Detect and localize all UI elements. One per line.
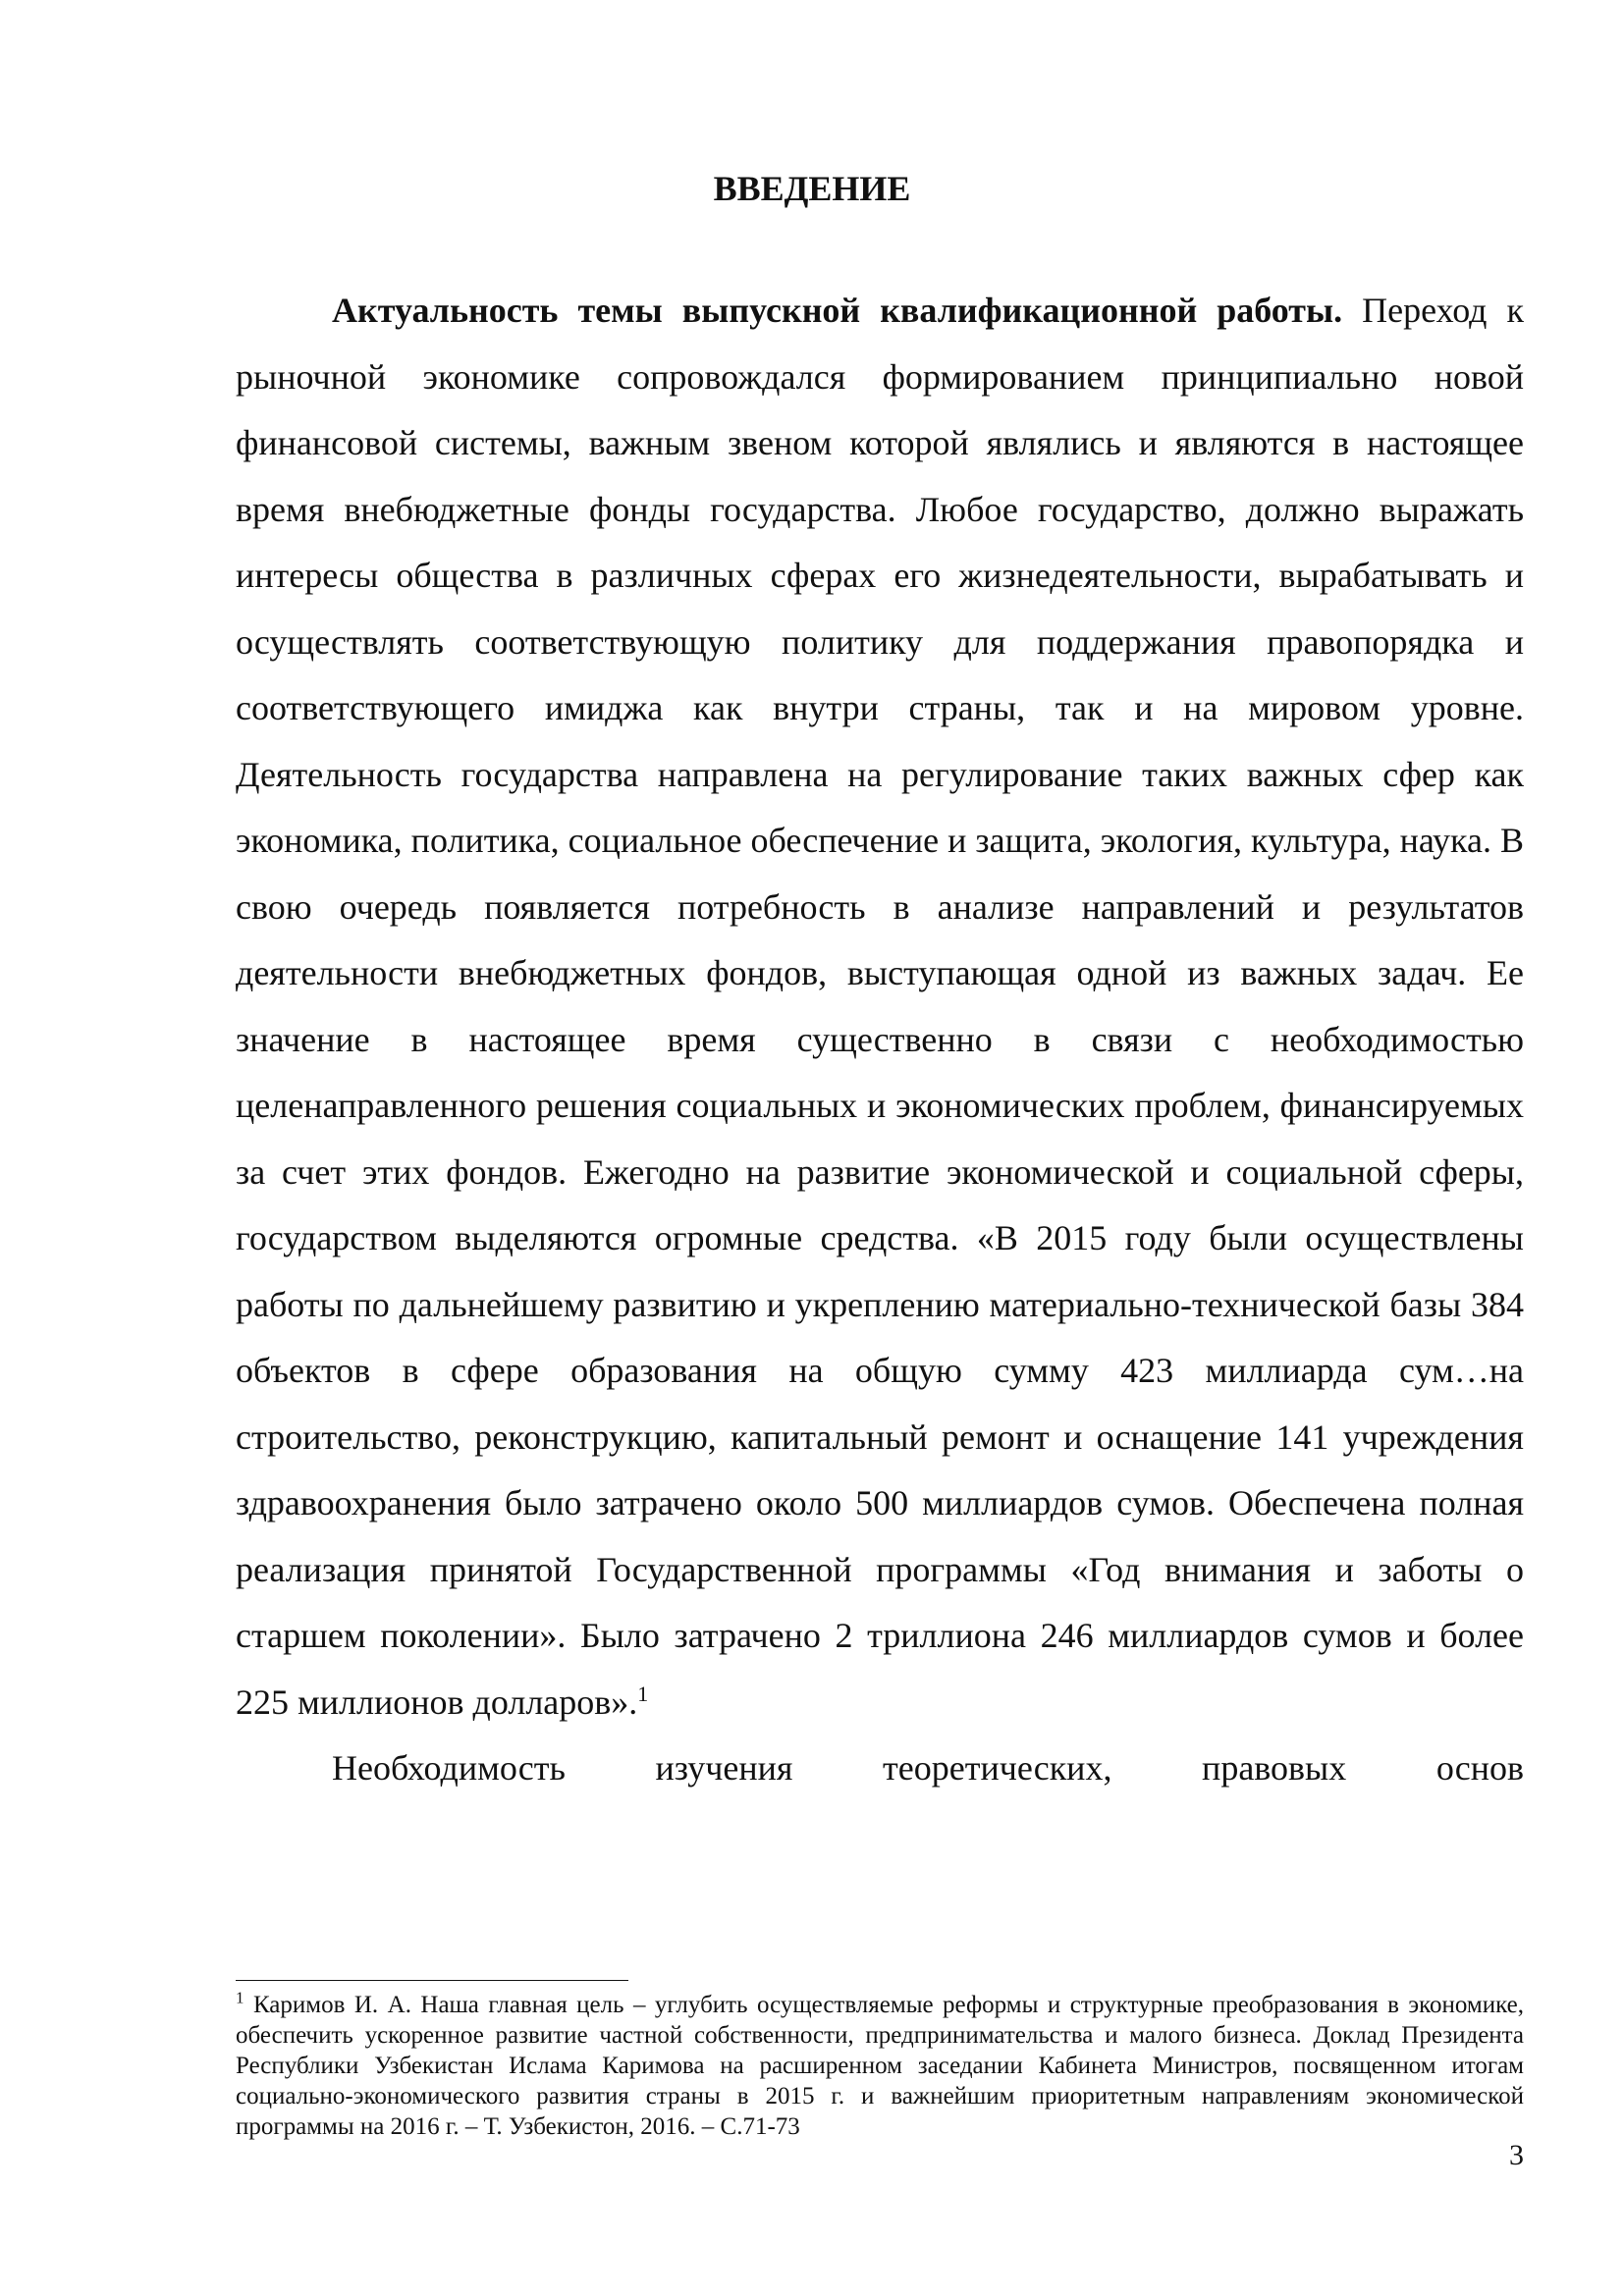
section-heading: ВВЕДЕНИЕ: [713, 169, 911, 208]
paragraph-lead-bold: Актуальность темы выпускной квалификационной работы.: [332, 291, 1343, 330]
footnote-separator: [236, 1980, 628, 1981]
footnote-mark: 1: [236, 1988, 244, 2007]
paragraph-relevance: [236, 278, 1524, 1735]
footnote-reference[interactable]: 1: [637, 1681, 649, 1706]
paragraph-text: Необходимость изучения теоретических, правовых основ: [332, 1748, 1524, 1788]
body-text: [236, 278, 1524, 1802]
paragraph-necessity: [236, 1735, 1524, 1802]
paragraph-text: Переход к рыночной экономике сопровождался формированием принципиально новой финансовой системы, важным звеном которой являлись и являются в настоящее время внебюджетные фонды государства. Любое государство, должно выражать интересы общества в различных сферах его жизнедеятельности, вырабатывать и осуществлять соответствующую политику для поддержания правопорядка и соответствующего имиджа как внутри страны, так и на мировом уровне. Деятельность государства направлена на регулирование таких важных сфер как экономика, политика, социальное обеспечение и защита, экология, культура, наука. В свою очередь появляется потребность в анализе направлений и результатов деятельности внебюджетных фондов, выступающая одной из важных задач. Ее значение в настоящее время существенно в связи с необходимостью целенаправленного решения социальных и экономических проблем, финансируемых за счет этих фондов. Ежегодно на развитие экономической и социальной сферы, государством выделяются огромные средства. «В 2015 году были осуществлены работы по дальнейшему развитию и укреплению материально-технической базы 384 объектов в сфере образования на общую сумму 423 миллиарда сум…на строительство, реконструкцию, капитальный ремонт и оснащение 141 учреждения здравоохранения было затрачено около 500 миллиардов сумов. Обеспечена полная реализация принятой Государственной программы «Год внимания и заботы о старшем поколении». Было затрачено 2 триллиона 246 миллиардов сумов и более 225 миллионов долларов».: [236, 291, 1524, 1722]
footnote-text: Каримов И. А. Наша главная цель – углубить осуществляемые реформы и структурные преобразования в экономике, обеспечить ускоренное развитие частной собственности, предпринимательства и малого бизнеса. Доклад Президента Республики Узбекистан Ислама Каримова на расширенном заседании Кабинета Министров, посвященном итогам социально-экономического развития страны в 2015 г. и важнейшим приоритетным направлениям экономической программы на 2016 г. – Т. Узбекистон, 2016. – С.71-73: [236, 1992, 1524, 2140]
footnote: [236, 1990, 1524, 2142]
page-number: 3: [1509, 2139, 1524, 2171]
